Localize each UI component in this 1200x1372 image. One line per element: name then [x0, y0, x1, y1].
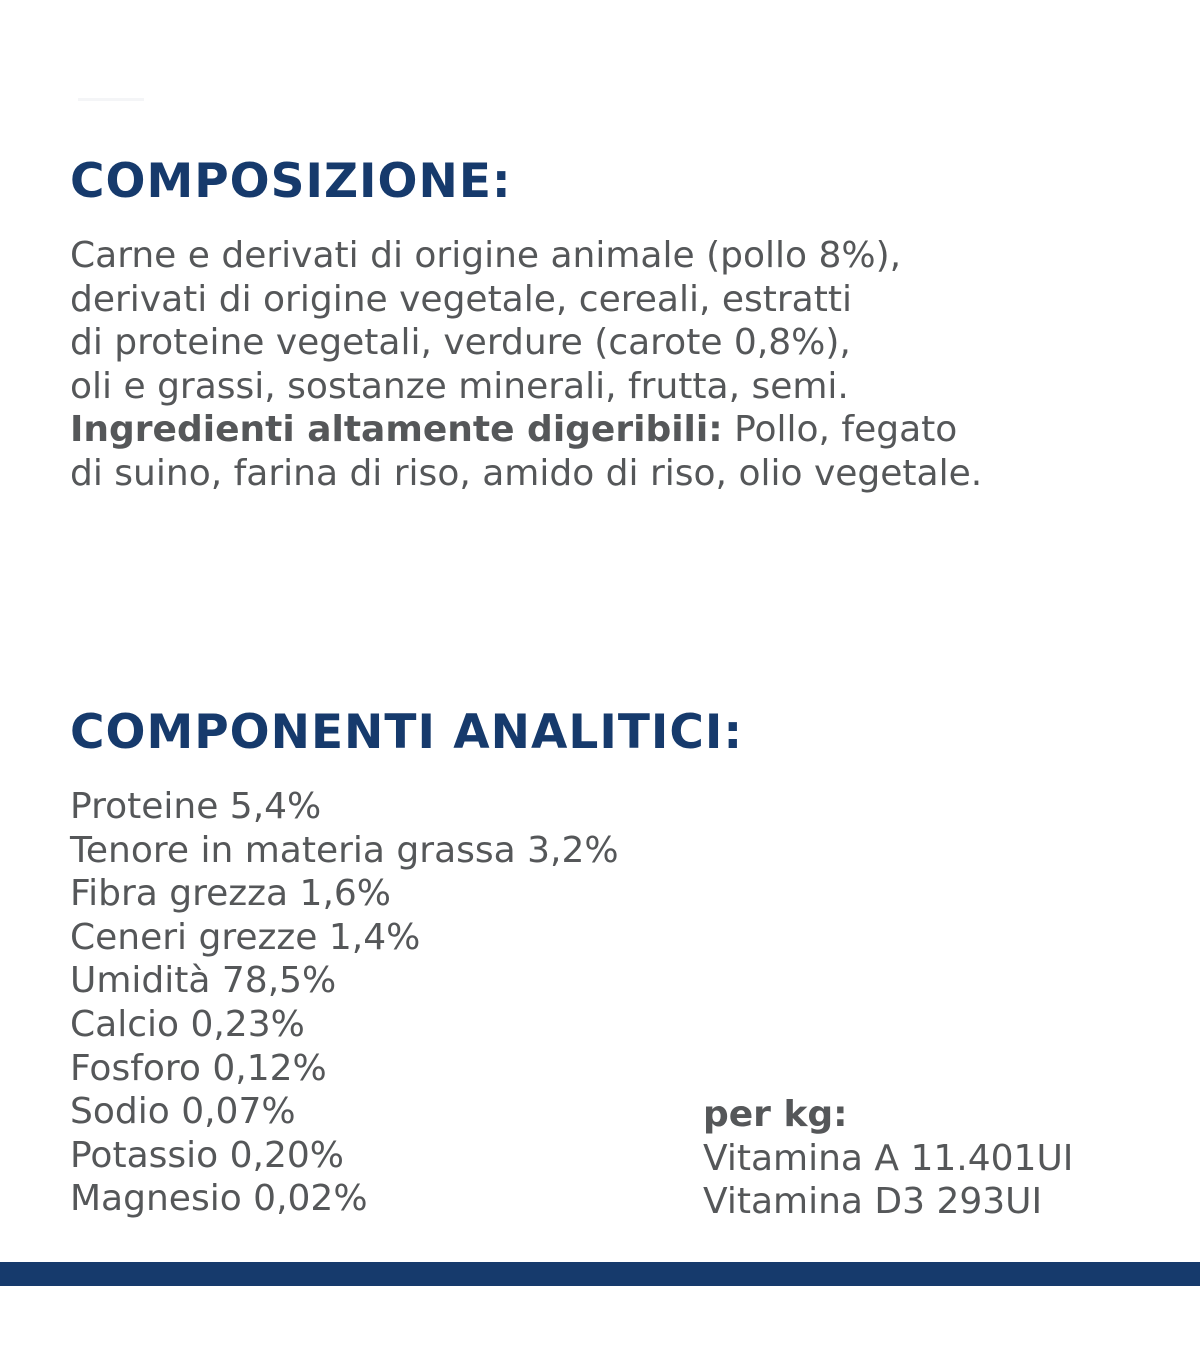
per-kg-label: per kg:	[703, 1094, 848, 1135]
analytic-item: Calcio 0,23%	[70, 1003, 305, 1045]
analytic-item: Sodio 0,07%	[70, 1091, 296, 1133]
digestible-ingredients-label: Ingredienti altamente digeribili:	[70, 409, 723, 451]
analytic-item: Ceneri grezze 1,4%	[70, 916, 421, 958]
analytic-item: Umidità 78,5%	[70, 960, 337, 1002]
analytic-item: Tenore in materia grassa 3,2%	[70, 829, 619, 871]
composition-line: di proteine vegetali, verdure (carote 0,8%),	[70, 322, 851, 364]
composition-line: oli e grassi, sostanze minerali, frutta, semi.	[70, 365, 849, 407]
analytic-components-list	[70, 785, 619, 1221]
footer-bar	[0, 1262, 1200, 1286]
analytic-components-heading: COMPONENTI ANALITICI:	[70, 705, 744, 760]
analytic-item: Magnesio 0,02%	[70, 1178, 368, 1220]
analytic-item: Fosforo 0,12%	[70, 1047, 327, 1089]
vitamin-item: Vitamina D3 293UI	[703, 1181, 1043, 1223]
vitamin-item: Vitamina A 11.401UI	[703, 1137, 1074, 1179]
top-decorative-mark	[78, 98, 144, 101]
analytic-item: Fibra grezza 1,6%	[70, 873, 392, 915]
vitamins-per-kg	[703, 1093, 1073, 1224]
digestible-ingredients-line	[70, 408, 1160, 452]
analytic-item: Potassio 0,20%	[70, 1134, 344, 1176]
composition-text	[70, 234, 1160, 496]
composition-line: derivati di origine vegetale, cereali, estratti	[70, 278, 852, 320]
composition-line: Carne e derivati di origine animale (pollo 8%),	[70, 235, 902, 276]
digestible-ingredients-text: Pollo, fegato	[722, 409, 958, 451]
composition-heading: COMPOSIZIONE:	[70, 154, 512, 209]
digestible-ingredients-continuation: di suino, farina di riso, amido di riso, olio vegetale.	[70, 452, 983, 494]
analytic-item: Proteine 5,4%	[70, 786, 322, 827]
